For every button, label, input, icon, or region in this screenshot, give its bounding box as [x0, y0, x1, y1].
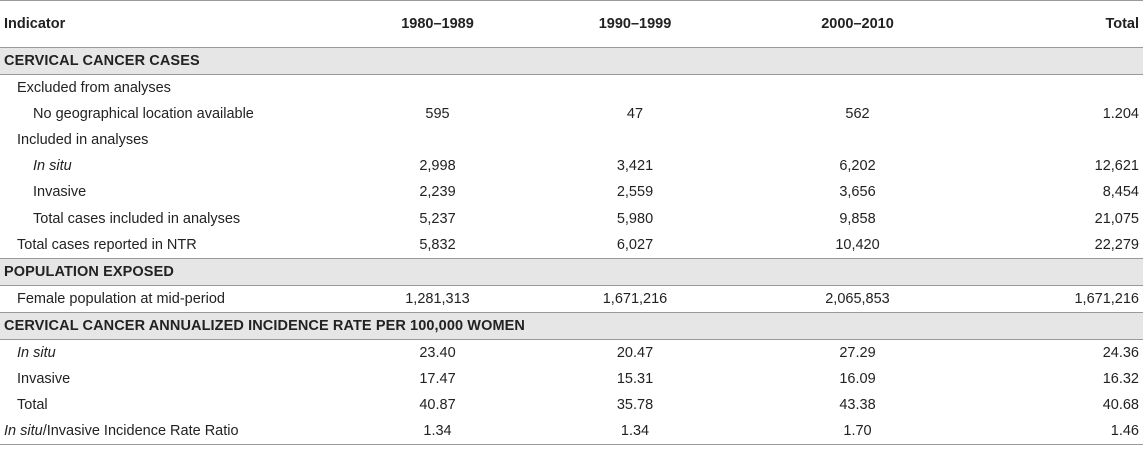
- section-title: CERVICAL CANCER ANNUALIZED INCIDENCE RATE PER 100,000 WOMEN: [0, 312, 1143, 339]
- table-row: [0, 339, 1143, 366]
- cell: 1.46: [975, 418, 1143, 445]
- cell: [975, 127, 1143, 153]
- cell: 16.09: [839, 370, 876, 387]
- cell: 3,656: [839, 184, 876, 201]
- header-indicator: Indicator: [0, 1, 345, 48]
- row-label: Total cases reported in NTR: [17, 236, 197, 253]
- cell: 1.70: [740, 418, 975, 445]
- table-row: [0, 418, 1143, 445]
- cell: 562: [845, 106, 870, 123]
- cell: 20.47: [616, 344, 654, 361]
- section-header-cervical-cancer-cases: [0, 48, 1143, 75]
- row-label: [0, 418, 345, 445]
- cell: [740, 75, 975, 102]
- section-title: POPULATION EXPOSED: [0, 258, 1143, 285]
- cell: 43.38: [839, 396, 876, 413]
- table-row: [0, 75, 1143, 102]
- cell: 47: [626, 106, 644, 123]
- header-total: Total: [975, 1, 1143, 48]
- header-1980-1989: 1980–1989: [345, 1, 530, 48]
- cell: 5,832: [419, 236, 456, 253]
- cell: 2,998: [419, 158, 456, 175]
- cell: 1,281,313: [405, 290, 470, 307]
- header-2000-2010: 2000–2010: [740, 1, 975, 48]
- cell: [345, 75, 530, 102]
- row-label: In situ: [33, 158, 72, 175]
- cell: 27.29: [839, 344, 876, 361]
- table-row: [0, 205, 1143, 231]
- table-row: [0, 392, 1143, 418]
- cell: 5,980: [616, 210, 654, 227]
- cell: 3,421: [616, 158, 654, 175]
- cell: 2,239: [419, 184, 456, 201]
- row-label: Total: [17, 396, 48, 413]
- row-label: Invasive: [33, 184, 87, 201]
- section-header-population-exposed: [0, 258, 1143, 285]
- row-label: Included in analyses: [17, 132, 149, 149]
- row-label: No geographical location available: [33, 106, 254, 123]
- table-row: [0, 101, 1143, 127]
- row-label: Excluded from analyses: [17, 80, 171, 97]
- cell: 40.87: [419, 396, 456, 413]
- cell: [345, 127, 530, 153]
- cell: 8,454: [1102, 184, 1139, 201]
- row-label: In situ: [17, 344, 56, 361]
- table-row: [0, 127, 1143, 153]
- row-label: Invasive: [17, 370, 71, 387]
- cell: 12,621: [1094, 158, 1139, 175]
- table-row: [0, 285, 1143, 312]
- cell: 15.31: [616, 370, 654, 387]
- cell: 1.34: [530, 418, 740, 445]
- cell: 17.47: [419, 370, 456, 387]
- cell: 35.78: [616, 396, 654, 413]
- cell: 2,065,853: [825, 290, 890, 307]
- cell: 10,420: [835, 236, 880, 253]
- header-1990-1999: 1990–1999: [530, 1, 740, 48]
- cell: 24.36: [1102, 344, 1139, 361]
- cell: [740, 127, 975, 153]
- cell: 21,075: [1094, 210, 1139, 227]
- section-header-incidence-rate: [0, 312, 1143, 339]
- cell: 6,027: [616, 236, 654, 253]
- row-label-italic-part: In situ: [4, 423, 43, 440]
- cell: [975, 75, 1143, 102]
- cell: 5,237: [419, 210, 456, 227]
- cell: 22,279: [1094, 236, 1139, 253]
- table-row: [0, 179, 1143, 205]
- header-row: [0, 1, 1143, 48]
- cell: 595: [425, 106, 450, 123]
- table-row: [0, 232, 1143, 259]
- cell: 6,202: [839, 158, 876, 175]
- row-label: Total cases included in analyses: [33, 210, 241, 227]
- cell: [530, 75, 740, 102]
- cell: 1,671,216: [1074, 290, 1139, 307]
- row-label-rest: /Invasive Incidence Rate Ratio: [42, 423, 239, 440]
- table-row: [0, 366, 1143, 392]
- cell: 1.34: [345, 418, 530, 445]
- cell: 9,858: [839, 210, 876, 227]
- cell: 40.68: [1102, 396, 1139, 413]
- table-row: [0, 153, 1143, 179]
- cell: 16.32: [1102, 370, 1139, 387]
- cell: 2,559: [616, 184, 654, 201]
- section-title: CERVICAL CANCER CASES: [0, 48, 1143, 75]
- cell: [530, 127, 740, 153]
- cell: 1,671,216: [602, 290, 668, 307]
- row-label: Female population at mid-period: [17, 290, 225, 307]
- cell: 1.204: [1102, 106, 1139, 123]
- cell: 23.40: [419, 344, 456, 361]
